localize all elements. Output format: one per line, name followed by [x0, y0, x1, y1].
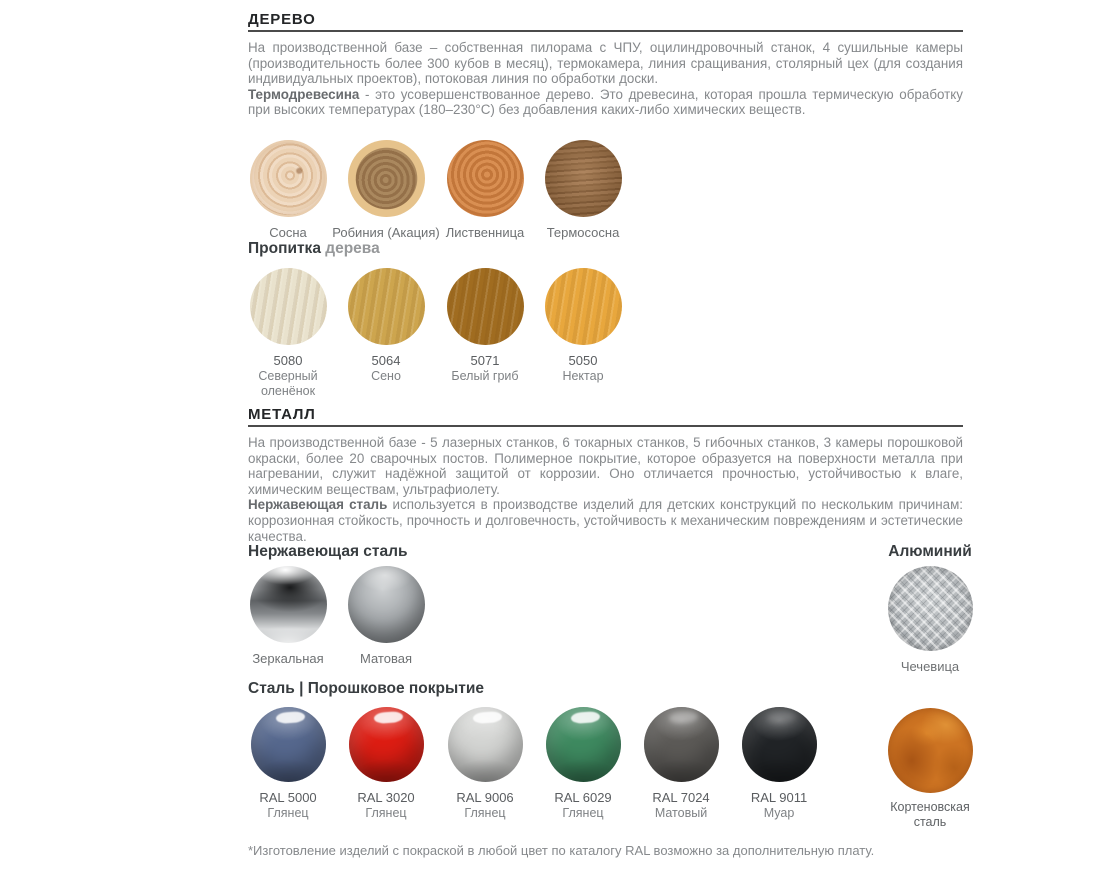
- ral-9006-sphere: [448, 707, 523, 782]
- impregnation-heading-sub: дерева: [325, 240, 380, 257]
- metal-paragraph-production: На производственной базе - 5 лазерных станков, 6 токарных станков, 5 гибочных станков, 3 камеры порошковой окраски, более 20 сварочных постов. Полимерное покрытие, которое образуется на поверхности металла при нагревании, служит надёжной защитой от коррозии. Оно отличается прочностью, устойчивостью к влаге, химическим веществам, ультрафиолету.: [248, 435, 963, 497]
- metal-section-divider: [248, 425, 963, 427]
- ral-9011-finish: Муар: [763, 806, 795, 820]
- mirror-steel-ball-image: [250, 566, 327, 643]
- stain-5050-name: Нектар: [562, 369, 604, 383]
- wood-paragraph-thermowood: [248, 87, 963, 118]
- stain-swatch-5050: [523, 268, 643, 384]
- stain-5050-color: [545, 268, 622, 345]
- thermowood-term: Термодревесина: [248, 86, 360, 102]
- ral-9006-code: RAL 9006: [456, 790, 514, 805]
- stainless-term: Нержавеющая сталь: [248, 497, 388, 513]
- ral-footnote: *Изготовление изделий с покраской в любой цвет по каталогу RAL возможно за дополнительную плату.: [248, 843, 875, 858]
- impregnation-heading-main: Пропитка: [248, 240, 321, 257]
- aluminium-swatch-lentil: [870, 566, 990, 674]
- wood-section-title: ДЕРЕВО: [248, 11, 316, 28]
- ral-3020-code: RAL 3020: [357, 790, 415, 805]
- aluminium-heading: Алюминий: [888, 543, 972, 560]
- robinia-slice-image: [348, 140, 425, 217]
- stain-5080-code: 5080: [273, 353, 303, 368]
- checker-plate-image: [888, 566, 973, 651]
- matte-steel-label: Матовая: [360, 651, 412, 666]
- stainless-definition: используется в производстве изделий для детских конструкций по нескольким причинам: коррозионная стойкость, прочность и долговечность, устойчивость к механическим повреждениям и эстетические качества.: [248, 497, 963, 544]
- metal-paragraph-stainless: [248, 497, 963, 544]
- stain-5064-code: 5064: [371, 353, 401, 368]
- ral-6029-finish: Глянец: [562, 806, 604, 820]
- pine-label: Сосна: [269, 225, 307, 240]
- mirror-steel-label: Зеркальная: [252, 651, 324, 666]
- checker-plate-label: Чечевица: [900, 659, 960, 674]
- ral-5000-code: RAL 5000: [259, 790, 317, 805]
- stain-5080-name: Северный оленёнок: [258, 369, 318, 398]
- metal-description: [248, 435, 963, 544]
- metal-section-title: МЕТАЛЛ: [248, 406, 316, 423]
- powder-coating-heading: Сталь | Порошковое покрытие: [248, 680, 484, 697]
- thermowood-definition: - это усовершенствованное дерево. Это древесина, которая прошла термическую обработку при высоких температурах (180–230°C) без добавления каких-либо химических веществ.: [248, 86, 963, 118]
- stainless-swatch-matte: [326, 566, 446, 666]
- ral-swatch-9011: [719, 707, 839, 821]
- wood-description: [248, 40, 963, 118]
- ral-5000-finish: Глянец: [267, 806, 309, 820]
- stain-5064-name: Сено: [371, 369, 401, 383]
- ral-7024-finish: Матовый: [654, 806, 708, 820]
- stain-5064-color: [348, 268, 425, 345]
- pine-slice-image: [250, 140, 327, 217]
- robinia-label: Робиния (Акация): [332, 225, 440, 240]
- stain-5071-code: 5071: [470, 353, 500, 368]
- wood-paragraph-production: На производственной базе – собственная пилорама с ЧПУ, оцилиндровочный станок, 4 сушильные камеры (производительность более 300 кубов в месяц), термокамера, линия сращивания, столярный цех (для создания индивидуальных проектов), потоковая линия по обработки доски.: [248, 40, 963, 87]
- ral-9011-code: RAL 9011: [750, 790, 808, 805]
- thermopine-slice-image: [545, 140, 622, 217]
- ral-7024-code: RAL 7024: [652, 790, 710, 805]
- ral-9011-sphere: [742, 707, 817, 782]
- ral-3020-finish: Глянец: [365, 806, 407, 820]
- ral-6029-sphere: [546, 707, 621, 782]
- corten-steel-label: Кортеновская сталь: [890, 800, 970, 829]
- ral-5000-sphere: [251, 707, 326, 782]
- larch-slice-image: [447, 140, 524, 217]
- stain-5050-code: 5050: [568, 353, 598, 368]
- stain-5071-name: Белый гриб: [451, 369, 519, 383]
- matte-steel-ball-image: [348, 566, 425, 643]
- corten-steel-swatch: [870, 708, 990, 830]
- thermopine-label: Термососна: [546, 225, 620, 240]
- ral-9006-finish: Глянец: [464, 806, 506, 820]
- stain-5071-color: [447, 268, 524, 345]
- stainless-heading: Нержавеющая сталь: [248, 543, 408, 560]
- corten-steel-image: [888, 708, 973, 793]
- larch-label: Лиственница: [445, 225, 525, 240]
- stain-5080-color: [250, 268, 327, 345]
- wood-swatch-thermopine: [523, 140, 643, 240]
- ral-7024-sphere: [644, 707, 719, 782]
- ral-3020-sphere: [349, 707, 424, 782]
- impregnation-heading: [248, 240, 380, 258]
- wood-section-divider: [248, 30, 963, 32]
- ral-6029-code: RAL 6029: [554, 790, 612, 805]
